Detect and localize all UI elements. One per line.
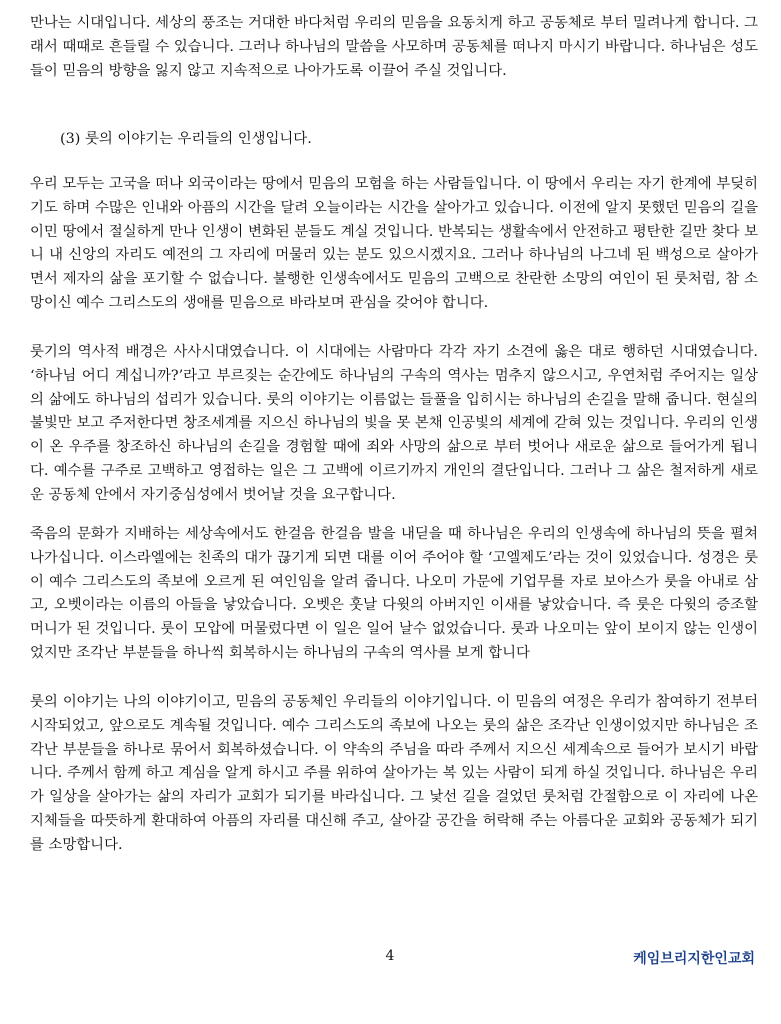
paragraph-historical-background: 룻기의 역사적 배경은 사사시대였습니다. 이 시대에는 사람마다 각각 자기 소견에 옳은 대로 행하던 시대였습니다. ‘하나님 어디 계십니까?’라고 부르짖는 순간에도 하나님의 구속의 역사는 멈추지 않으시고, 우연처럼 주어지는 일상의 삶에도 하나님의 섭리가 있습니다. 룻의 이야기는 이름없는 들풀을 입히시는 하나님의 손길을 말해 줍니다. 현실의 불빛만 보고 주저한다면 창조세계를 지으신 하나님의 빛을 못 본채 인공빛의 세계에 갇혀 있는 것입니다. 우리의 인생이 온 우주를 창조하신 하나님의 손길을 경험할 때에 죄와 사망의 삶으로 부터 벗어나 새로운 삶으로 들어가게 됩니다. 예수를 구주로 고백하고 영접하는 일은 그 고백에 이르기까지 개인의 결단입니다. 그러나 그 삶은 철저하게 새로운 공동체 안에서 자기중심성에서 벗어날 것을 요구합니다. [30,344,758,503]
page-number: 4 [385,948,395,964]
church-name: 케임브리지한인교회 [633,951,755,967]
paragraph-our-story: 룻의 이야기는 나의 이야기이고, 믿음의 공동체인 우리들의 이야기입니다. 이 믿음의 여정은 우리가 참여하기 전부터 시작되었고, 앞으로도 계속될 것입니다. 예수 그리스도의 족보에 나오는 룻의 삶은 조각난 인생이었지만 하나님은 조각난 부분들을 하나로 묶어서 회복하셨습니다. 이 약속의 주님을 따라 주께서 지으신 세계속으로 들어가 보시기 바랍니다. 주께서 함께 하고 계심을 알게 하시고 주를 위하여 살아가는 복 있는 사람이 되게 하실 것입니다. 하나님은 우리가 일상을 살아가는 삶의 자리가 교회가 되기를 바라십니다. 그 낯선 길을 걸었던 룻처럼 간절함으로 이 자리에 나온 지체들을 따뜻하게 환대하여 아픔의 자리를 대신해 주고, 살아갈 공간을 허락해 주는 아름다운 교회와 공동체가 되기를 소망합니다. [30,694,758,853]
paragraph-immigrant-faith: 우리 모두는 고국을 떠나 외국이라는 땅에서 믿음의 모험을 하는 사람들입니다. 이 땅에서 우리는 자기 한계에 부딪히기도 하며 수많은 인내와 아픔의 시간을 달려 오늘이라는 시간을 살아가고 있습니다. 이전에 알지 못했던 믿음의 길을 이민 땅에서 절실하게 만나 인생이 변화된 분들도 계실 것입니다. 반복되는 생활속에서 안전하고 평탄한 길만 찾다 보니 내 신앙의 자리도 예전의 그 자리에 머물러 있는 분도 있으시겠지요. 그러나 하나님의 나그네 된 백성으로 살아가면서 제자의 삶을 포기할 수 없습니다. 불행한 인생속에서도 믿음의 고백으로 찬란한 소망의 여인이 된 룻처럼, 참 소망이신 예수 그리스도의 생애를 믿음으로 바라보며 관심을 갖어야 합니다. [30,176,758,311]
section-heading: (3) 룻의 이야기는 우리들의 인생입니다. [60,131,312,147]
paragraph-goel-system: 죽음의 문화가 지배하는 세상속에서도 한걸음 한걸음 발을 내딛을 때 하나님은 우리의 인생속에 하나님의 뜻을 펼쳐 나가십니다. 이스라엘에는 친족의 대가 끊기게 되면 대를 이어 주어야 할 ‘고엘제도’라는 것이 있었습니다. 성경은 룻이 예수 그리스도의 족보에 오르게 된 여인임을 알려 줍니다. 나오미 가문에 기업무를 자로 보아스가 룻을 아내로 삼고, 오벳이라는 이름의 아들을 낳았습니다. 오벳은 훗날 다윗의 아버지인 이새를 낳았습니다. 즉 룻은 다윗의 증조할머니가 된 것입니다. 룻이 모압에 머물렀다면 이 일은 일어 날수 없었습니다. 룻과 나오미는 앞이 보이지 않는 인생이었지만 조각난 부분들을 하나씩 회복하시는 하나님의 구속의 역사를 보게 합니다 [30,526,758,661]
paragraph-intro: 만나는 시대입니다. 세상의 풍조는 거대한 바다처럼 우리의 믿음을 요동치게 하고 공동체로 부터 밀려나게 합니다. 그래서 때때로 흔들릴 수 있습니다. 그러나 하나님의 말씀을 사모하며 공동체를 떠나지 마시기 바랍니다. 하나님은 성도들이 믿음의 방향을 잃지 않고 지속적으로 나아가도록 이끌어 주실 것입니다. [30,15,758,79]
